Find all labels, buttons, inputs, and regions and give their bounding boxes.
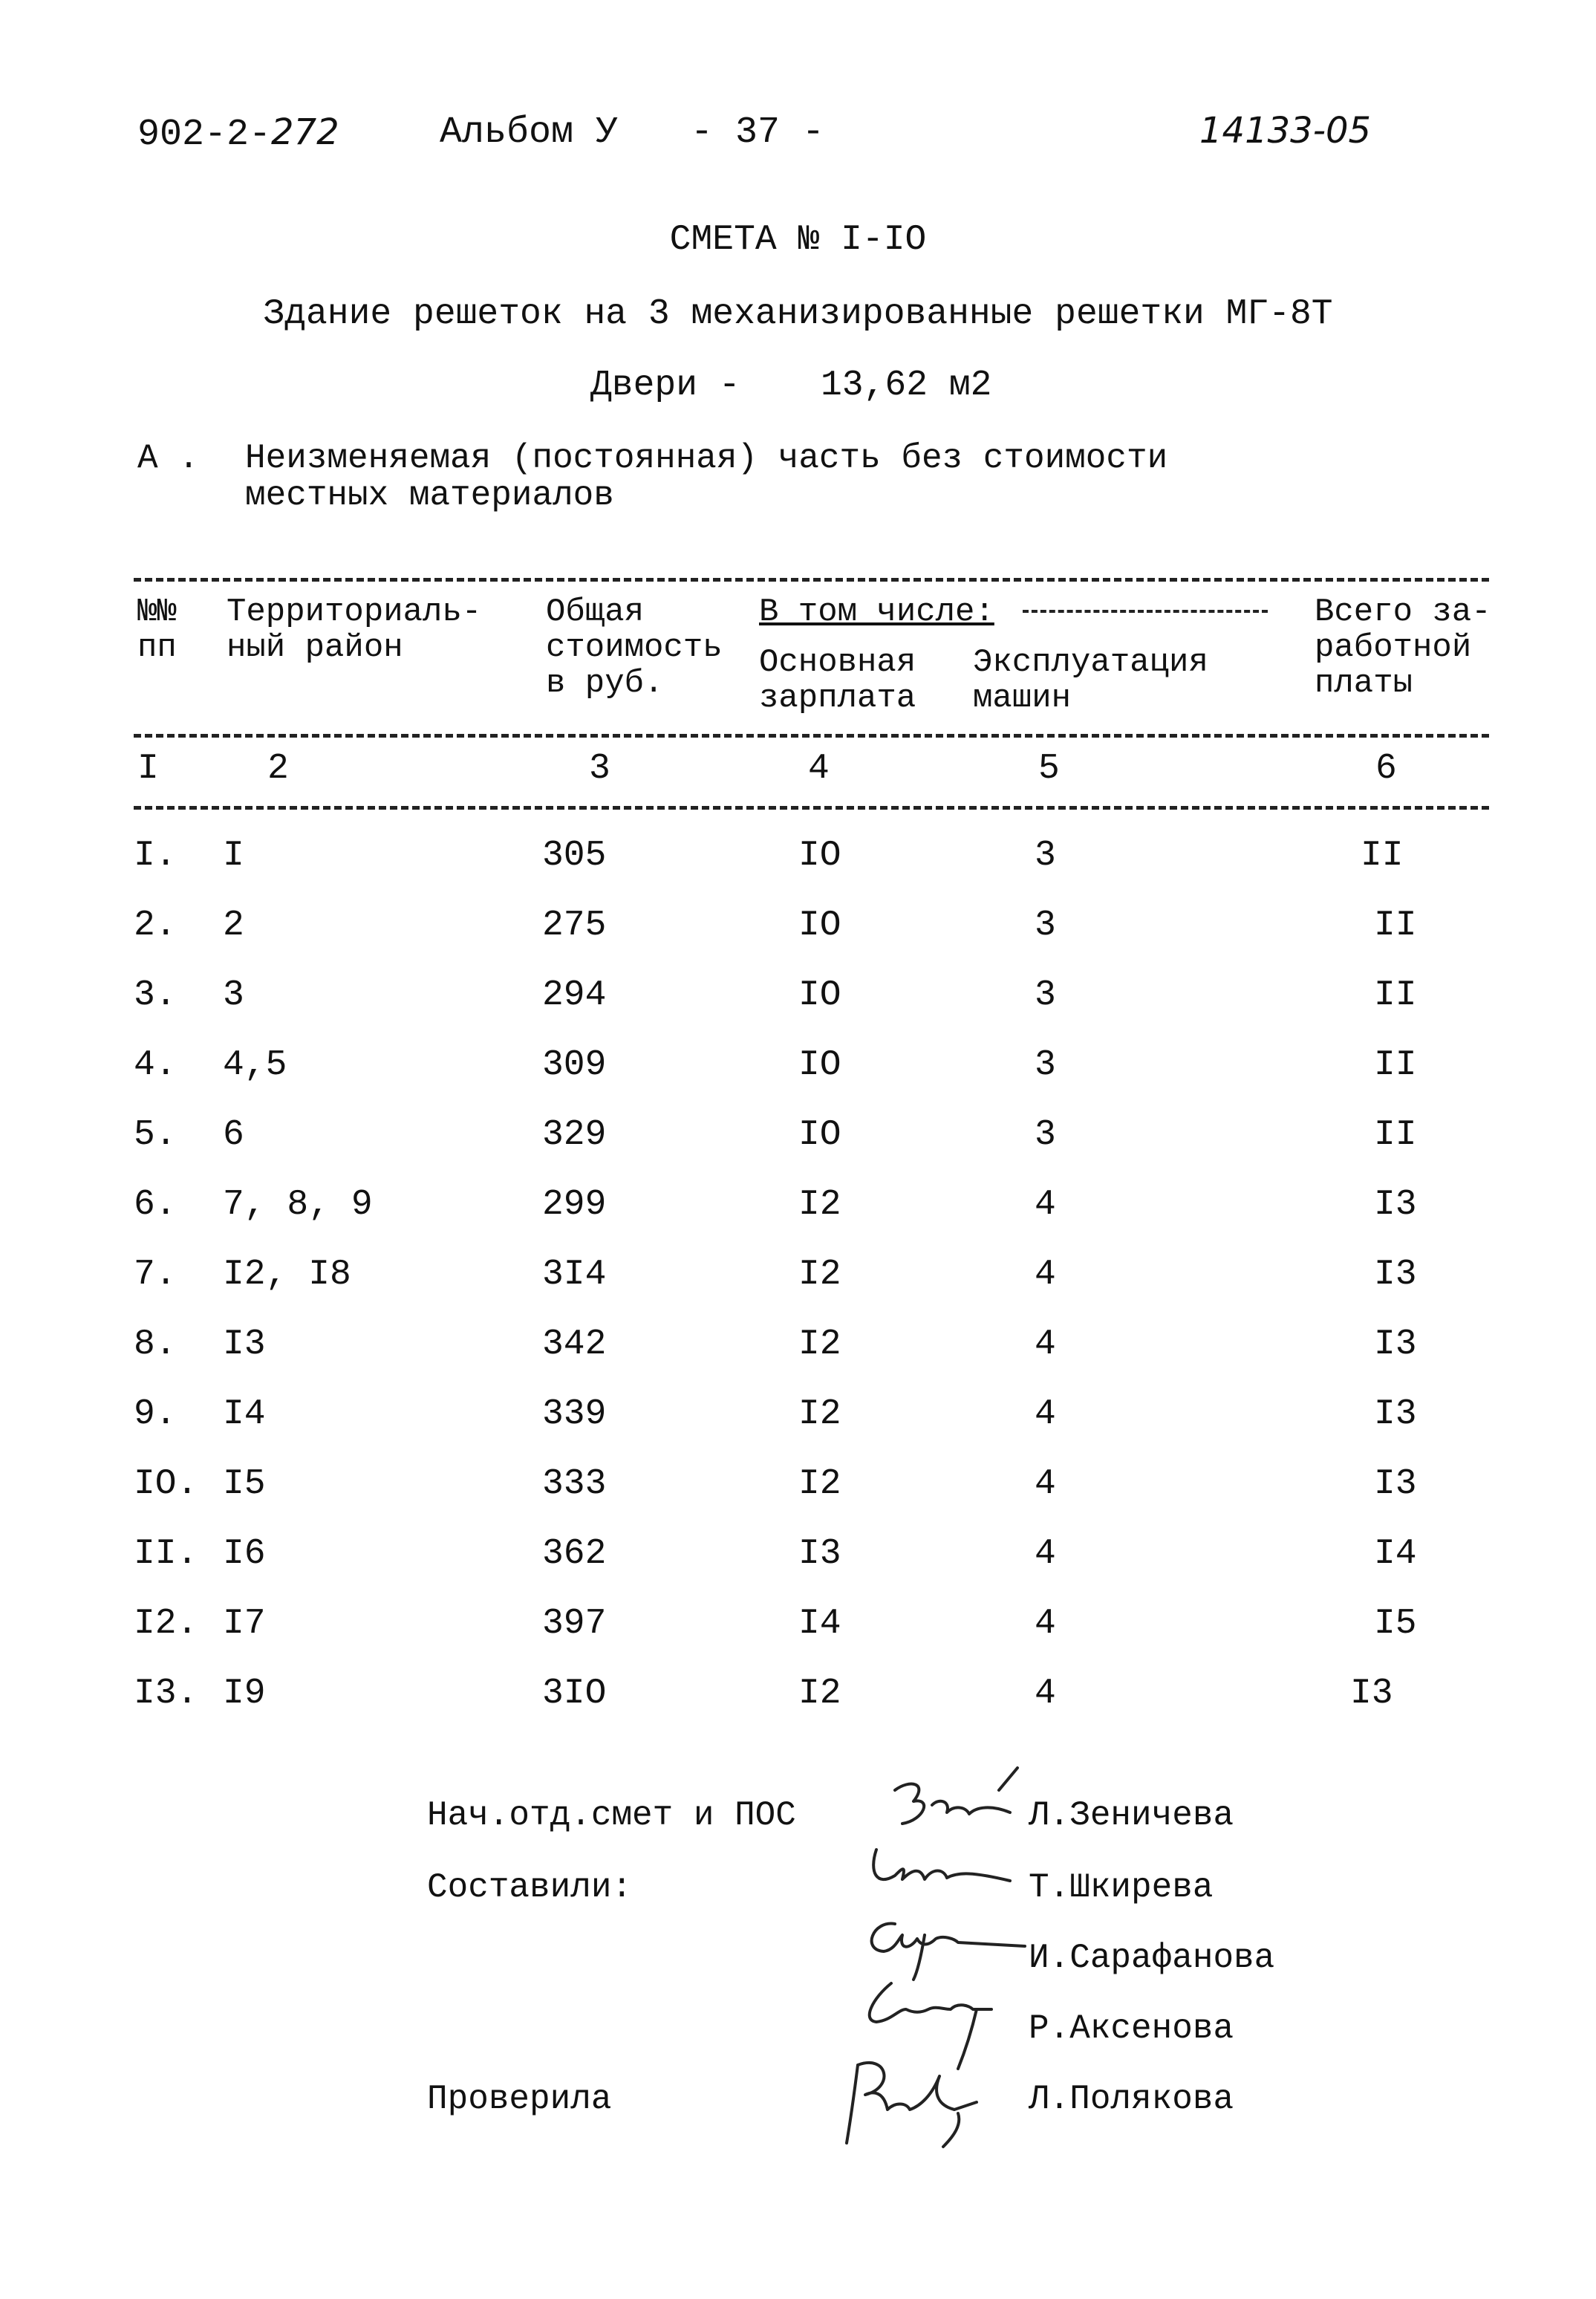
row-total: 333 (542, 1464, 607, 1504)
row-machines: 4 (1035, 1534, 1056, 1574)
col-header-salary: Основная зарплата (759, 644, 916, 717)
col-header-total-cost: Общая стоимость в руб. (546, 594, 723, 702)
row-region: I6 (223, 1534, 266, 1574)
col-number-4: 4 (808, 749, 830, 789)
row-machines: 3 (1035, 1115, 1056, 1155)
row-machines: 4 (1035, 1255, 1056, 1295)
row-total-salary: I3 (1374, 1394, 1417, 1434)
estimate-title: СМЕТА № I-IO (669, 220, 927, 260)
doors-area: 13,62 м2 (821, 365, 992, 406)
row-region: I7 (223, 1604, 266, 1644)
row-salary: I2 (798, 1394, 841, 1434)
row-region: I9 (223, 1674, 266, 1714)
doc-code: 902-2-272 (137, 111, 339, 156)
sheet-number-handwritten: 14133-05 (1199, 110, 1372, 152)
col-number-2: 2 (267, 749, 289, 789)
row-number: 4. (134, 1045, 177, 1085)
section-text-line2: местных материалов (245, 476, 614, 515)
head-label: Нач.отд.смет и ПОС (427, 1796, 796, 1835)
row-salary: IO (798, 1045, 841, 1085)
row-region: 4,5 (223, 1045, 287, 1085)
row-region: I (223, 836, 244, 876)
col-header-group: В том числе: (759, 594, 1294, 630)
signature-scribble-1 (861, 1835, 1032, 1902)
row-total: 329 (542, 1115, 607, 1155)
row-total: 294 (542, 975, 607, 1015)
signature-scribble-2 (854, 1905, 1032, 1987)
row-total-salary: II (1361, 836, 1404, 876)
row-salary: I2 (798, 1324, 841, 1365)
row-region: I4 (223, 1394, 266, 1434)
checked-name: Л.Полякова (1029, 2080, 1234, 2118)
row-region: I2, I8 (223, 1255, 351, 1295)
row-total-salary: I3 (1374, 1255, 1417, 1295)
section-letter: А . (137, 439, 199, 478)
row-salary: IO (798, 1115, 841, 1155)
col-header-machines: Эксплуатация машин (973, 644, 1208, 717)
checked-label: Проверила (427, 2080, 612, 2118)
row-total: 339 (542, 1394, 607, 1434)
row-number: IO. (134, 1464, 198, 1504)
row-machines: 3 (1035, 836, 1056, 876)
row-total: 275 (542, 905, 607, 946)
row-machines: 4 (1035, 1604, 1056, 1644)
row-number: 2. (134, 905, 177, 946)
row-salary: I2 (798, 1464, 841, 1504)
row-number: 9. (134, 1394, 177, 1434)
table-rule-header (134, 734, 1489, 738)
row-total: 299 (542, 1185, 607, 1225)
row-machines: 3 (1035, 1045, 1056, 1085)
row-total: 362 (542, 1534, 607, 1574)
row-region: I5 (223, 1464, 266, 1504)
row-region: 2 (223, 905, 244, 946)
row-salary: I2 (798, 1674, 841, 1714)
signature-scribble-checked (828, 2050, 1029, 2154)
row-total-salary: II (1374, 975, 1417, 1015)
compiler-name-1: Т.Шкирева (1029, 1868, 1214, 1907)
row-salary: I2 (798, 1185, 841, 1225)
head-name: Л.Зеничева (1029, 1796, 1234, 1835)
col-number-1: I (137, 749, 159, 789)
row-machines: 3 (1035, 975, 1056, 1015)
row-machines: 4 (1035, 1324, 1056, 1365)
row-total-salary: II (1374, 1115, 1417, 1155)
row-number: 3. (134, 975, 177, 1015)
col-header-region: Территориаль- ный район (227, 594, 482, 666)
row-total: 3IO (542, 1674, 607, 1714)
doors-label: Двери - (590, 365, 740, 406)
row-machines: 4 (1035, 1674, 1056, 1714)
row-total-salary: I5 (1374, 1604, 1417, 1644)
row-number: 5. (134, 1115, 177, 1155)
row-region: 7, 8, 9 (223, 1185, 373, 1225)
row-salary: IO (798, 975, 841, 1015)
row-number: I. (134, 836, 177, 876)
album-label: Альбом У (440, 111, 619, 154)
row-total-salary: I3 (1374, 1185, 1417, 1225)
row-machines: 4 (1035, 1464, 1056, 1504)
row-number: I2. (134, 1604, 198, 1644)
row-total-salary: I4 (1374, 1534, 1417, 1574)
row-region: 3 (223, 975, 244, 1015)
row-total-salary: II (1374, 905, 1417, 946)
row-region: I3 (223, 1324, 266, 1365)
row-salary: IO (798, 836, 841, 876)
row-machines: 3 (1035, 905, 1056, 946)
row-total-salary: I3 (1374, 1464, 1417, 1504)
col-header-number: №№ пп (137, 594, 177, 666)
compiled-label: Составили: (427, 1868, 633, 1907)
row-total-salary: I3 (1374, 1324, 1417, 1365)
row-region: 6 (223, 1115, 244, 1155)
col-number-6: 6 (1375, 749, 1397, 789)
row-salary: I4 (798, 1604, 841, 1644)
doc-code-handwritten: 272 (271, 111, 339, 153)
row-total-salary: I3 (1350, 1674, 1393, 1714)
row-machines: 4 (1035, 1185, 1056, 1225)
page-number: - 37 - (691, 111, 825, 154)
table-rule-columns (134, 806, 1489, 810)
row-total: 3I4 (542, 1255, 607, 1295)
row-total: 309 (542, 1045, 607, 1085)
row-salary: IO (798, 905, 841, 946)
col-number-3: 3 (589, 749, 610, 789)
row-number: 7. (134, 1255, 177, 1295)
row-salary: I3 (798, 1534, 841, 1574)
row-total-salary: II (1374, 1045, 1417, 1085)
col-header-total-salary: Всего за- работной платы (1315, 594, 1491, 702)
row-salary: I2 (798, 1255, 841, 1295)
row-total: 342 (542, 1324, 607, 1365)
row-machines: 4 (1035, 1394, 1056, 1434)
row-number: II. (134, 1534, 198, 1574)
compiler-name-2: И.Сарафанова (1029, 1939, 1275, 1977)
row-number: 6. (134, 1185, 177, 1225)
row-total: 305 (542, 836, 607, 876)
section-text-line1: Неизменяемая (постоянная) часть без стоимости (245, 439, 1168, 478)
table-rule-top (134, 578, 1489, 582)
building-title: Здание решеток на 3 механизированные решетки МГ-8Т (263, 294, 1333, 334)
row-number: 8. (134, 1324, 177, 1365)
compiler-name-3: Р.Аксенова (1029, 2009, 1234, 2048)
row-number: I3. (134, 1674, 198, 1714)
signature-scribble-head (880, 1760, 1029, 1842)
row-total: 397 (542, 1604, 607, 1644)
col-number-5: 5 (1038, 749, 1060, 789)
